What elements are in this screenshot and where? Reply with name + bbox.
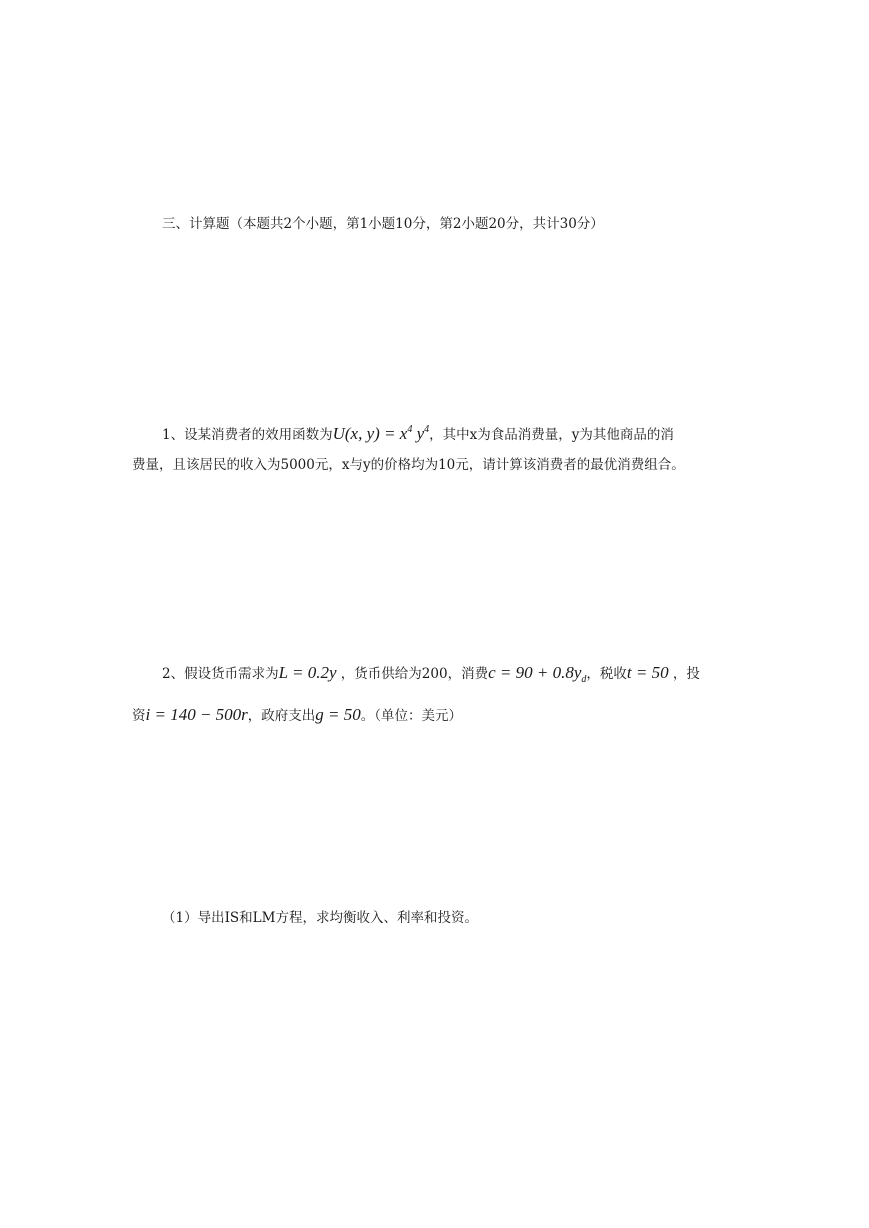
question-1-line-2: 费量，且该居民的收入为5000元，x与y的价格均为10元，请计算该消费者的最优消费组合。 bbox=[132, 457, 685, 473]
q2-text-d: ，政府支出 bbox=[247, 708, 316, 724]
government-spending-formula: g = 50 bbox=[315, 705, 361, 724]
q2-prefix-text: 2、假设货币需求为 bbox=[162, 666, 279, 682]
section-heading: 三、计算题（本题共2个小题，第1小题10分，第2小题20分，共计30分） bbox=[162, 216, 604, 232]
question-2-subquestion-1: （1）导出IS和LM方程，求均衡收入、利率和投资。 bbox=[162, 910, 478, 926]
q2-line2-suffix: 。（单位：美元） bbox=[360, 708, 463, 724]
consumption-formula: $c = 90 + 0.8y_d$ bbox=[488, 663, 587, 685]
investment-formula: i = 140 − 500r bbox=[145, 705, 248, 724]
q2-text-a: ，货币供给为200，消费 bbox=[336, 666, 489, 682]
question-2-line-2 bbox=[132, 705, 462, 726]
q2-line2-prefix: 资 bbox=[132, 708, 146, 724]
money-demand-formula: L = 0.2y bbox=[278, 663, 337, 682]
q1-suffix-text: ，其中x为食品消费量，y为其他商品的消 bbox=[429, 427, 674, 443]
q2-text-c: ，投 bbox=[668, 666, 700, 682]
q2-text-b: ，税收 bbox=[586, 666, 627, 682]
q1-prefix-text: 1、设某消费者的效用函数为 bbox=[162, 427, 333, 443]
utility-function-formula: U(x, $y) = x^4$ $y^4$ bbox=[332, 424, 430, 443]
question-2-line-1 bbox=[162, 663, 700, 690]
tax-formula: t = 50 bbox=[626, 663, 669, 682]
question-1-line-1 bbox=[162, 420, 674, 445]
